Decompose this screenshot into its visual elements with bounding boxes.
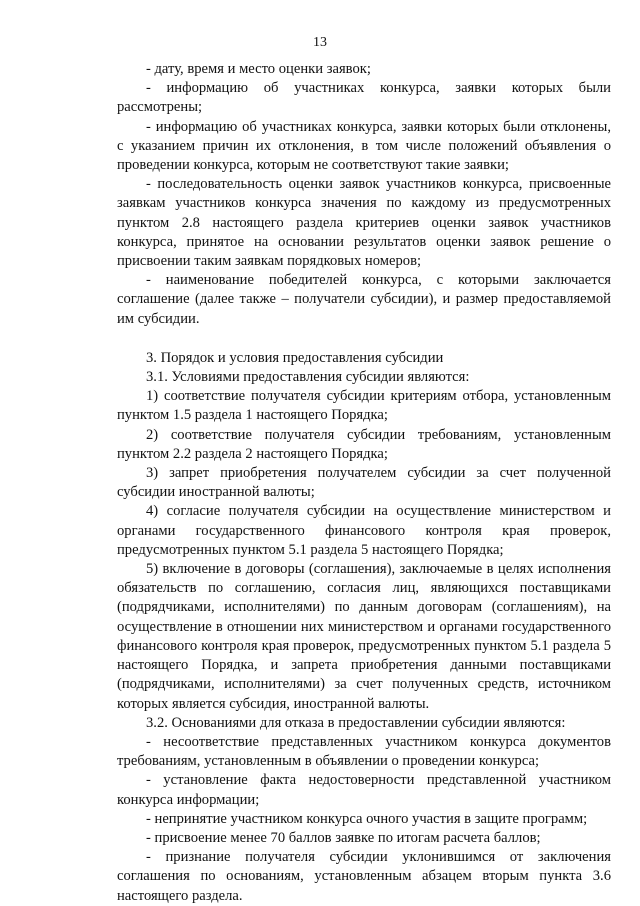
refusal-reason-false-info: - установление факта недостоверности представленной участником конкурса информации; — [117, 772, 611, 808]
paragraph-evaluation-date: - дату, время и место оценки заявок; — [146, 61, 371, 77]
document-body — [117, 60, 611, 906]
refusal-reason-evasion: - признание получателя субсидии уклонившимся от заключения соглашения по основаниям, установленным абзацем вторым пункта 3.6 настоящего раздела. — [117, 849, 611, 904]
refusal-reason-low-score: - присвоение менее 70 баллов заявке по итогам расчета баллов; — [146, 829, 541, 846]
paragraph-evaluation-sequence: - последовательность оценки заявок участников конкурса, присвоенные заявкам участников конкурса значения по каждому из предусмотренных пунктом 2.8 настоящего раздела критериев оценки заявок участников конкурса, принятое на основании результатов оценки заявок решение о присвоении таким заявкам порядковых номеров; — [117, 176, 611, 270]
paragraph-3-1: 3.1. Условиями предоставления субсидии являются: — [146, 369, 470, 386]
condition-4: 4) согласие получателя субсидии на осуществление министерством и органами государственного финансового контроля края проверок, предусмотренных пунктом 5.1 раздела 5 настоящего Порядка; — [117, 503, 611, 558]
condition-1: 1) соответствие получателя субсидии критериям отбора, установленным пунктом 1.5 раздела 1 настоящего Порядка; — [117, 388, 611, 424]
condition-2: 2) соответствие получателя субсидии требованиям, установленным пунктом 2.2 раздела 2 настоящего Порядка; — [117, 426, 611, 462]
paragraph-reviewed-participants: - информацию об участниках конкурса, заявки которых были рассмотрены; — [117, 80, 611, 116]
page-number: 13 — [313, 35, 327, 50]
refusal-reason-documents: - несоответствие представленных участником конкурса документов требованиям, установленным в объявлении о проведении конкурса; — [117, 733, 611, 770]
section-heading: 3. Порядок и условия предоставления субсидии — [146, 349, 444, 366]
refusal-reason-no-participation: - непринятие участником конкурса очного участия в защите программ; — [146, 810, 588, 827]
paragraph-rejected-participants: - информацию об участниках конкурса, заявки которых были отклонены, с указанием причин их отклонения, в том числе положений объявления о проведении конкурса, которым не соответствуют такие заявки; — [117, 118, 611, 174]
condition-3: 3) запрет приобретения получателем субсидии за счет полученной субсидии иностранной валюты; — [117, 465, 611, 501]
paragraph-3-2: 3.2. Основаниями для отказа в предоставлении субсидии являются: — [146, 714, 566, 731]
section-spacer — [117, 329, 611, 349]
condition-5: 5) включение в договоры (соглашения), заключаемые в целях исполнения обязательств по соглашению, согласия лиц, являющихся поставщиками (подрядчиками, исполнителями) по данным договорам (соглашениям), на осуществление в отношении них министерством и органами государственного финансового контроля края проверок, предусмотренных пунктом 5.1 раздела 5 настоящего Порядка, и запрета приобретения данными поставщиками (подрядчиками, исполнителями) за счет полученных средств, источником которых является субсидия, иностранной валюты. — [117, 561, 611, 712]
paragraph-winners: - наименование победителей конкурса, с которыми заключается соглашение (далее также – получатели субсидии), и размер предоставляемой им субсидии. — [117, 272, 611, 327]
